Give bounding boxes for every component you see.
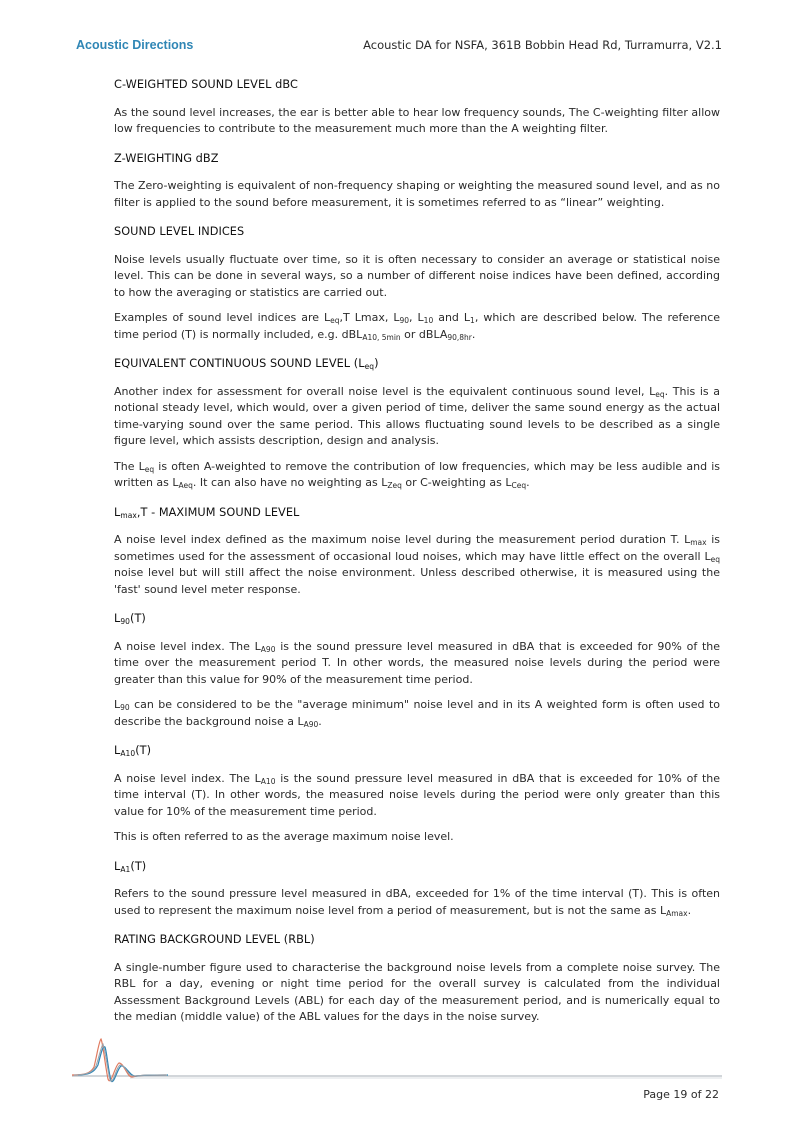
section-heading: RATING BACKGROUND LEVEL (RBL) xyxy=(114,933,315,946)
section xyxy=(114,932,720,1026)
footer-wave-logo xyxy=(70,1035,726,1085)
section-paragraph: $L_{90}$ can be considered to be the "average minimum" noise level and in its A weighted form is often used to describe the background noise a $L_{A90}$. xyxy=(114,698,720,729)
section-heading: C-WEIGHTED SOUND LEVEL dBC xyxy=(114,78,298,91)
brand-logo-text: Acoustic Directions xyxy=(76,38,194,52)
section-paragraph: The Zero-weighting is equivalent of non-frequency shaping or weighting the measured sound level, and as no filter is applied to the sound before measurement, it is sometimes referred to as “linear” weighting. xyxy=(114,179,720,209)
section-heading: $L_{A1}(T)$ xyxy=(114,859,147,874)
section xyxy=(114,859,720,920)
page-number: Page 19 of 22 xyxy=(643,1088,719,1101)
section xyxy=(114,77,720,138)
section-heading: SOUND LEVEL INDICES xyxy=(114,225,245,238)
section-paragraph: This is often referred to as the average maximum noise level. xyxy=(114,830,454,843)
section-heading: EQUIVALENT CONTINUOUS SOUND LEVEL $(L_{eq})$ xyxy=(114,357,379,371)
section xyxy=(114,611,720,730)
section-paragraph: A single-number figure used to characterise the background noise levels from a complete noise survey. The RBL for a day, evening or night time period for the overall survey is calculated from the individual Assessment Background Levels (ABL) for each day of the measurement period, and is numerically equal to the median (middle value) of the ABL values for the days in the noise survey. xyxy=(114,960,720,1023)
section-heading: $L_{90}(T)$ xyxy=(114,612,146,626)
section xyxy=(114,151,720,212)
section-paragraph: A noise level index defined as the maximum noise level during the measurement period duration T. $L_{max}$ is sometimes used for the assessment of occasional loud noises, which may have little effect on the overall $L_{eq}$ noise level but will still affect the noise environment. Unless described otherwise, it is measured using the 'fast' sound level meter response. xyxy=(114,533,720,596)
section-paragraph: Examples of sound level indices are $L_{eq},T$ Lmax, $L_{90}$, $L_{10}$ and $L_1$, which are described below. The reference time period (T) is normally included, e.g. dBL$_{A10, 5min}$ or dBLA$_{90,8hr}$. xyxy=(114,311,721,342)
section-paragraph: Another index for assessment for overall noise level is the equivalent continuous sound level, $L_{eq}$. This is a notional steady level, which would, over a given period of time, deliver the same sound energy as the actual time-varying sound over the same period. This allows fluctuating sound levels to be described as a single figure level, which assists description, design and analysis. xyxy=(114,384,720,447)
section xyxy=(114,743,720,846)
document-reference: Acoustic DA for NSFA, 361B Bobbin Head Rd, Turramurra, V2.1 xyxy=(363,38,722,52)
section-paragraph: As the sound level increases, the ear is better able to hear low frequency sounds, The C-weighting filter allow low frequencies to contribute to the measurement much more than the A weighting filter. xyxy=(114,105,720,135)
section xyxy=(114,356,720,492)
section-paragraph: Noise levels usually fluctuate over time, so it is often necessary to consider an average or statistical noise level. This can be done in several ways, so a number of different noise indices have been defined, according to how the averaging or statistics are carried out. xyxy=(114,252,720,299)
section xyxy=(114,505,720,599)
section-heading: $L_{A10}(T)$ xyxy=(114,744,152,758)
section-heading: Z-WEIGHTING dBZ xyxy=(114,151,219,165)
section-paragraph: A noise level index. The $L_{A10}$ is the sound pressure level measured in dBA that is exceeded for 10% of the time interval (T). In other words, the measured noise levels during the period were only greater than this value for 10% of the measurement time period. xyxy=(114,771,720,818)
section xyxy=(114,224,720,343)
section-paragraph: The $L_{eq}$ is often A-weighted to remove the contribution of low frequencies, which may be less audible and is written as $L_{Aeq}$. It can also have no weighting as $L_{Zeq}$ or C-weighting as $L_{Ceq}$. xyxy=(114,459,720,490)
section-paragraph: A noise level index. The $L_{A90}$ is the sound pressure level measured in dBA that is exceeded for 90% of the time over the measurement period T. In other words, the measured noise levels during the period were greater than this value for 90% of the measurement time period. xyxy=(114,639,720,686)
page-body xyxy=(114,77,720,1039)
section-paragraph: Refers to the sound pressure level measured in dBA, exceeded for 1% of the time interval (T). This is often used to represent the maximum noise level from a period of measurement, but is not the same as $L_{Amax}$. xyxy=(114,887,720,918)
section-heading: $L_{max},T$ - MAXIMUM SOUND LEVEL xyxy=(114,505,300,520)
